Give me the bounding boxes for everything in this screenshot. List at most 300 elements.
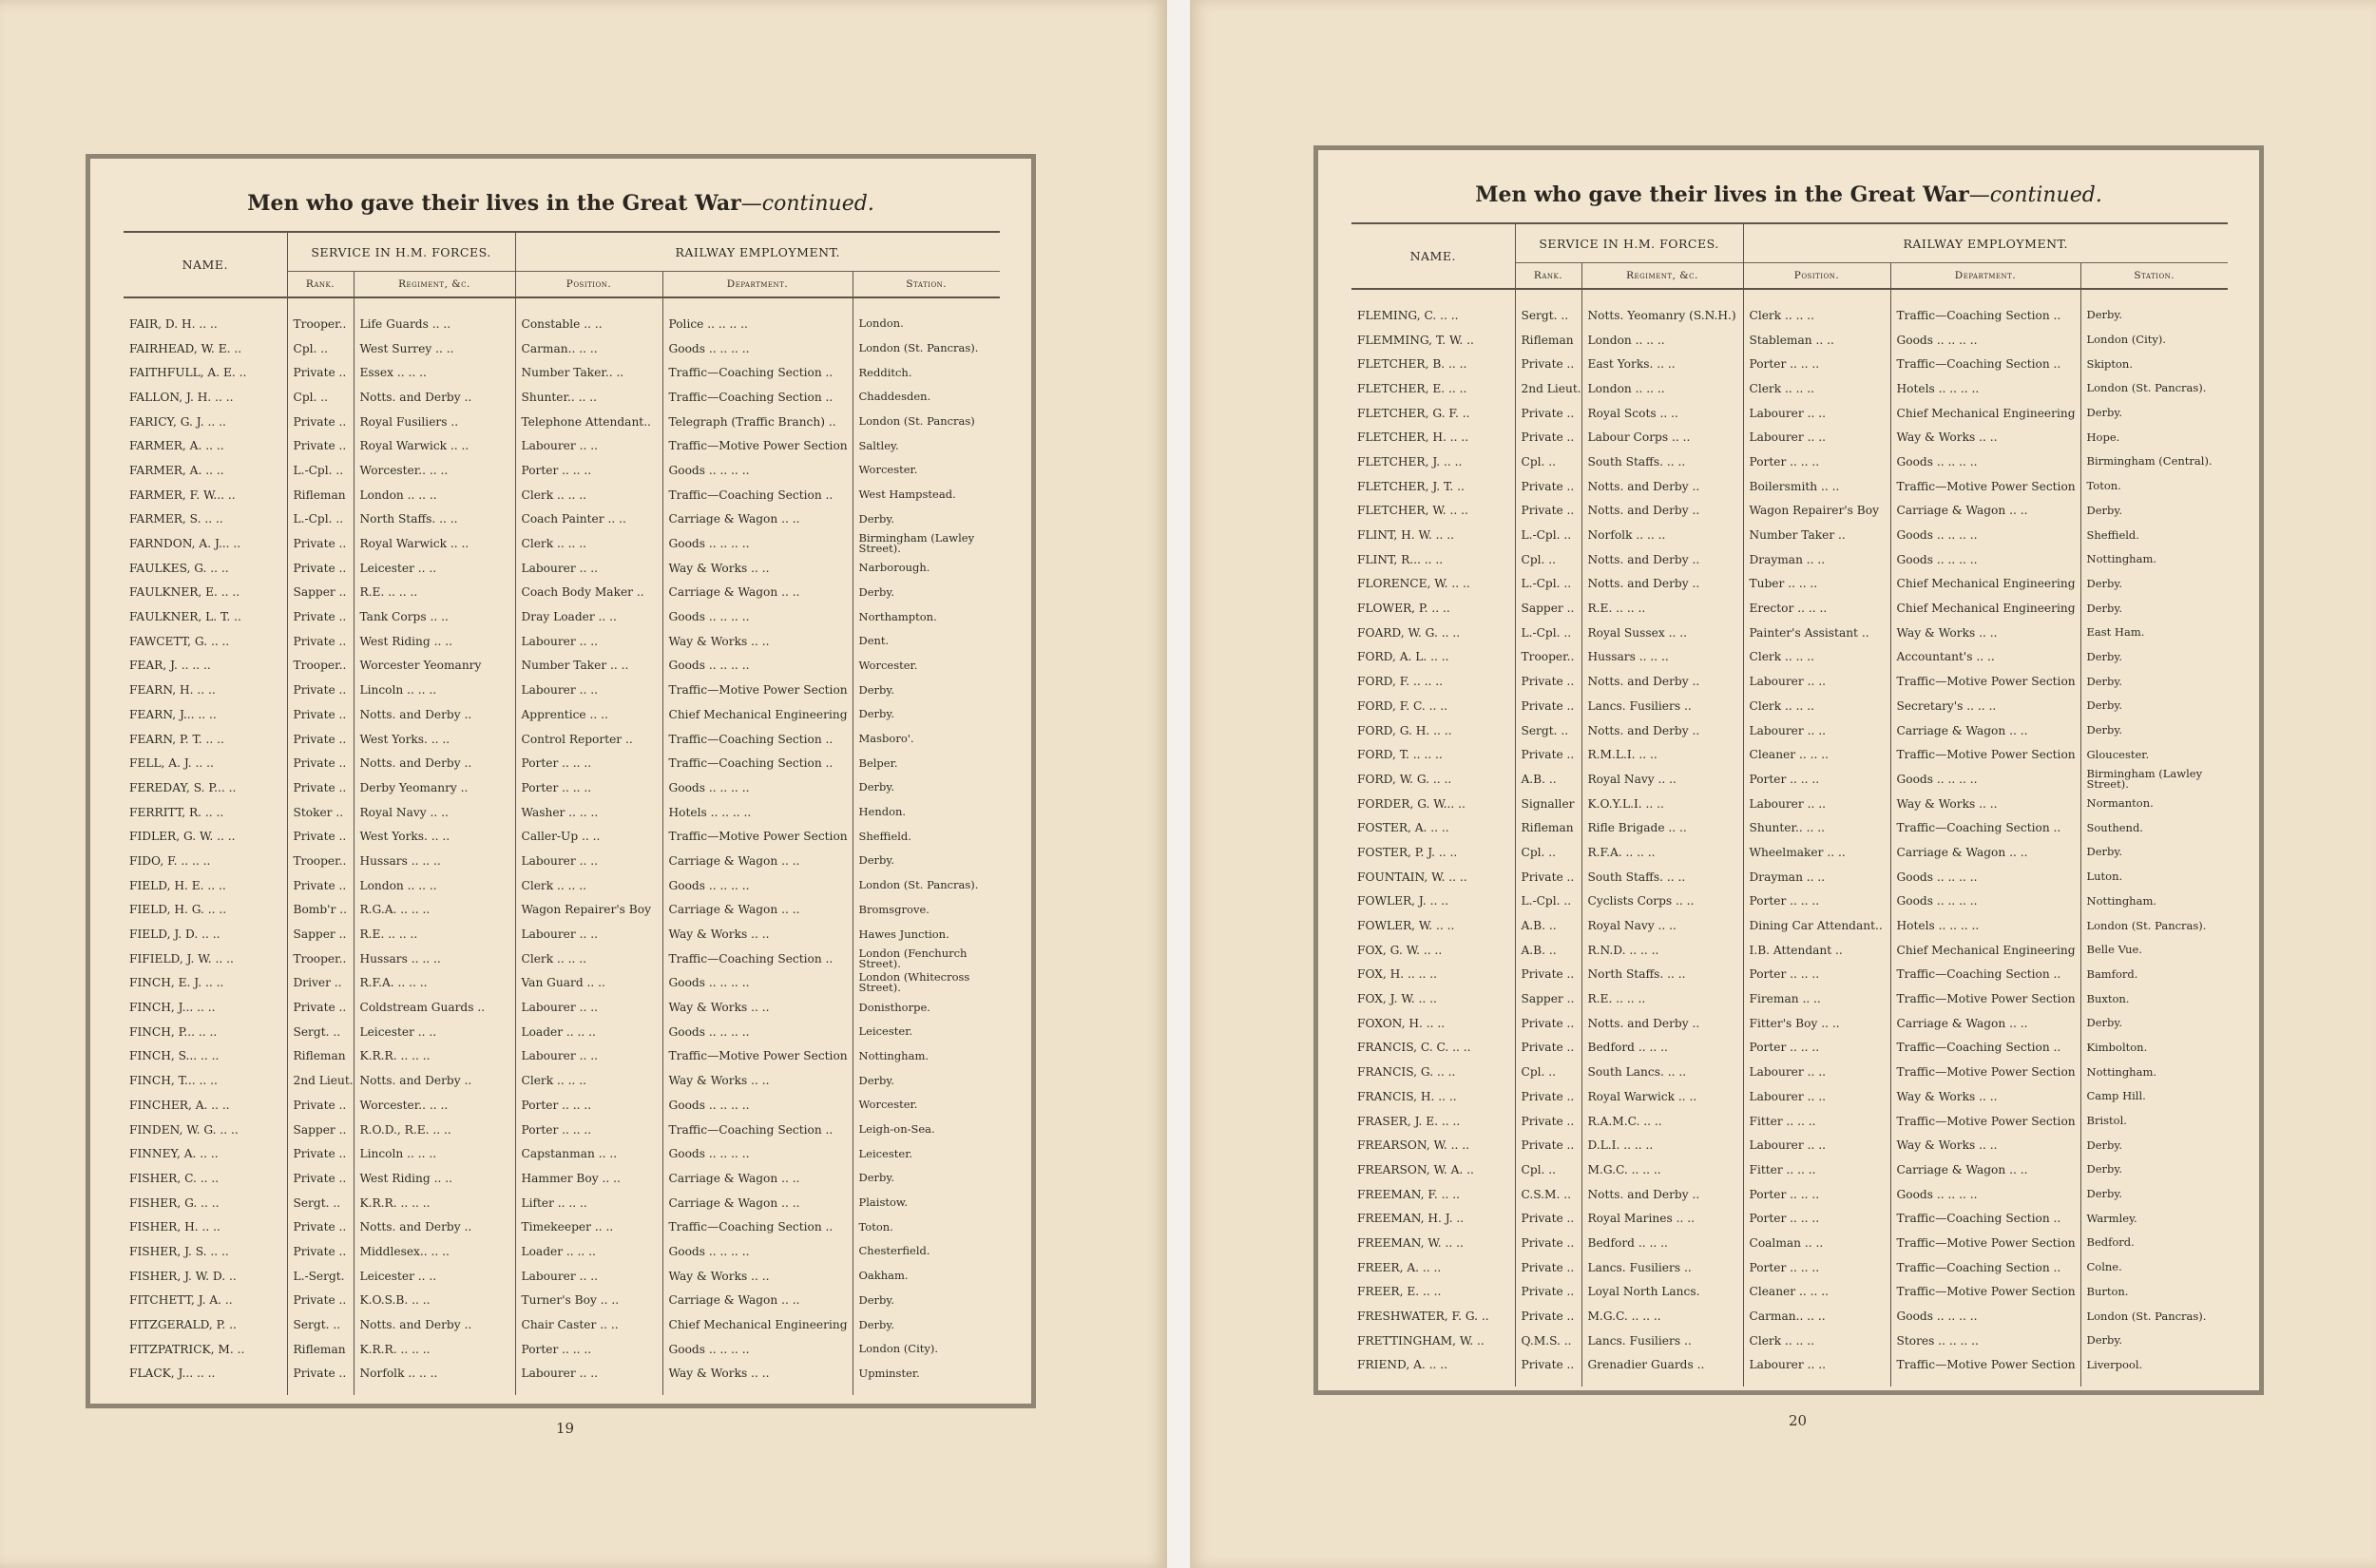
table-row — [124, 751, 1000, 775]
position-cell: Porter .. .. .. — [1743, 449, 1890, 474]
position-header: Position. — [515, 272, 662, 298]
rank-cell: Private .. — [287, 678, 354, 702]
rank-cell: Rifleman — [287, 483, 354, 507]
regiment-cell: Notts. and Derby .. — [1581, 572, 1743, 597]
station-cell: Camp Hill. — [2080, 1084, 2228, 1109]
table-row — [1351, 1304, 2228, 1329]
station-cell: Derby. — [853, 849, 1000, 873]
regiment-cell: Norfolk .. .. .. — [354, 1362, 515, 1396]
department-cell: Hotels .. .. .. .. — [662, 800, 853, 825]
regiment-cell: Royal Navy .. .. — [1581, 767, 1743, 792]
position-cell: Number Taker .. — [1743, 523, 1890, 547]
table-row — [124, 556, 1000, 581]
position-cell: I.B. Attendant .. — [1743, 938, 1890, 963]
name-cell: FINCH, T... .. .. — [129, 1074, 218, 1088]
department-cell: Traffic—Motive Power Section — [1890, 1109, 2080, 1134]
department-cell: Goods .. .. .. .. — [1890, 767, 2080, 792]
rank-cell: Private .. — [1515, 742, 1581, 767]
position-cell: Painter's Assistant .. — [1743, 621, 1890, 645]
table-row — [1351, 474, 2228, 499]
name-cell: FOX, J. W. .. .. — [1357, 992, 1437, 1006]
department-cell: Goods .. .. .. .. — [1890, 1182, 2080, 1207]
station-cell: Derby. — [2080, 289, 2228, 328]
position-cell: Wagon Repairer's Boy — [1743, 499, 1890, 524]
position-cell: Clerk .. .. .. — [515, 947, 662, 971]
rank-cell: Sapper .. — [287, 922, 354, 947]
station-cell: Derby. — [2080, 1182, 2228, 1207]
table-row — [1351, 792, 2228, 816]
regiment-cell: Notts. Yeomanry (S.N.H.) — [1581, 289, 1743, 328]
name-cell: FLEMING, C. .. .. — [1357, 308, 1459, 322]
rank-cell: Private .. — [1515, 352, 1581, 376]
station-cell: Derby. — [853, 1068, 1000, 1093]
station-cell: Derby. — [2080, 840, 2228, 865]
regiment-cell: Hussars .. .. .. — [1581, 645, 1743, 670]
name-cell: FELL, A. J. .. .. — [129, 756, 214, 771]
rank-cell: Cpl. .. — [1515, 1060, 1581, 1084]
name-cell: FEARN, H. .. .. — [129, 683, 216, 698]
rank-cell: Private .. — [287, 1093, 354, 1118]
station-cell: Leigh-on-Sea. — [853, 1118, 1000, 1142]
department-cell: Goods .. .. .. .. — [662, 1093, 853, 1118]
rank-cell: A.B. .. — [1515, 938, 1581, 963]
table-row — [1351, 1133, 2228, 1157]
department-cell: Way & Works .. .. — [1890, 1133, 2080, 1157]
table-row — [124, 1239, 1000, 1264]
name-cell: FRANCIS, C. C. .. .. — [1357, 1041, 1471, 1055]
right-page-title: Men who gave their lives in the Great War—continued. — [1475, 182, 2102, 207]
regiment-cell: M.G.C. .. .. .. — [1581, 1304, 1743, 1329]
station-cell: Burton. — [2080, 1280, 2228, 1305]
station-cell: Belle Vue. — [2080, 938, 2228, 963]
department-cell: Goods .. .. .. .. — [662, 971, 853, 996]
department-cell: Traffic—Motive Power Section — [662, 433, 853, 458]
station-cell: Chesterfield. — [853, 1239, 1000, 1264]
position-cell: Labourer .. .. — [1743, 1133, 1890, 1157]
regiment-cell: R.G.A. .. .. .. — [354, 898, 515, 923]
department-cell: Telegraph (Traffic Branch) .. — [662, 410, 853, 434]
regiment-cell: Worcester Yeomanry — [354, 654, 515, 679]
department-cell: Way & Works .. .. — [1890, 425, 2080, 449]
department-cell: Traffic—Coaching Section .. — [662, 1214, 853, 1239]
rank-cell: L.-Sergt. — [287, 1264, 354, 1289]
rank-cell: Cpl. .. — [1515, 547, 1581, 572]
department-cell: Goods .. .. .. .. — [662, 1141, 853, 1166]
rank-cell: L.-Cpl. .. — [287, 458, 354, 483]
regiment-cell: Lancs. Fusiliers .. — [1581, 694, 1743, 718]
name-cell: FOX, G. W. .. .. — [1357, 943, 1443, 957]
position-cell: Clerk .. .. .. — [515, 531, 662, 556]
department-cell: Goods .. .. .. .. — [662, 775, 853, 800]
station-cell: Skipton. — [2080, 352, 2228, 376]
rank-cell: Private .. — [1515, 1255, 1581, 1280]
rank-cell: Sergt. .. — [1515, 289, 1581, 328]
regiment-cell: West Yorks. .. .. — [354, 727, 515, 752]
name-cell: FORD, F. C. .. .. — [1357, 698, 1448, 713]
department-cell: Goods .. .. .. .. — [662, 336, 853, 361]
department-cell: Goods .. .. .. .. — [662, 1020, 853, 1044]
rank-cell: L.-Cpl. .. — [1515, 889, 1581, 914]
regiment-cell: Royal Warwick .. .. — [1581, 1084, 1743, 1109]
name-cell: FIFIELD, J. W. .. .. — [129, 951, 234, 966]
station-cell: Colne. — [2080, 1255, 2228, 1280]
position-cell: Porter .. .. .. — [515, 458, 662, 483]
position-cell: Wagon Repairer's Boy — [515, 898, 662, 923]
department-cell: Traffic—Coaching Section .. — [662, 385, 853, 410]
position-cell: Clerk .. .. .. — [515, 1068, 662, 1093]
position-cell: Tuber .. .. .. — [1743, 572, 1890, 597]
department-cell: Goods .. .. .. .. — [1890, 547, 2080, 572]
regiment-cell: North Staffs. .. .. — [1581, 963, 1743, 987]
rank-cell: Cpl. .. — [287, 336, 354, 361]
regiment-cell: Bedford .. .. .. — [1581, 1036, 1743, 1061]
position-cell: Labourer .. .. — [515, 849, 662, 873]
station-cell: Worcester. — [853, 1093, 1000, 1118]
station-cell: Redditch. — [853, 360, 1000, 385]
name-cell: FRASER, J. E. .. .. — [1357, 1114, 1461, 1128]
regiment-cell: Royal Warwick .. .. — [354, 531, 515, 556]
regiment-cell: London .. .. .. — [354, 483, 515, 507]
name-cell: FEREDAY, S. P... .. — [129, 780, 237, 794]
table-row — [124, 1093, 1000, 1118]
table-row — [124, 1068, 1000, 1093]
position-cell: Labourer .. .. — [1743, 792, 1890, 816]
department-cell: Carriage & Wagon .. .. — [1890, 1011, 2080, 1036]
station-cell: Oakham. — [853, 1264, 1000, 1289]
regiment-cell: South Lancs. .. .. — [1581, 1060, 1743, 1084]
regiment-cell: Grenadier Guards .. — [1581, 1353, 1743, 1387]
name-cell: FLETCHER, E. .. .. — [1357, 381, 1467, 395]
position-cell: Porter .. .. .. — [1743, 889, 1890, 914]
table-row — [1351, 1280, 2228, 1305]
station-cell: Hendon. — [853, 800, 1000, 825]
table-row — [1351, 621, 2228, 645]
position-cell: Carman.. .. .. — [1743, 1304, 1890, 1329]
table-row — [1351, 449, 2228, 474]
rank-cell: Private .. — [287, 995, 354, 1020]
name-cell: FREEMAN, H. J. .. — [1357, 1212, 1465, 1226]
position-cell: Dray Loader .. .. — [515, 604, 662, 629]
position-cell: Porter .. .. .. — [1743, 352, 1890, 376]
position-cell: Erector .. .. .. — [1743, 596, 1890, 621]
department-cell: Carriage & Wagon .. .. — [662, 581, 853, 605]
rank-cell: Trooper.. — [287, 947, 354, 971]
regiment-header: Regiment, &c. — [354, 272, 515, 298]
station-cell: Birmingham (Central). — [2080, 449, 2228, 474]
station-cell: Derby. — [853, 775, 1000, 800]
table-row — [124, 1166, 1000, 1191]
department-cell: Traffic—Motive Power Section — [662, 1044, 853, 1069]
regiment-cell: R.N.D. .. .. .. — [1581, 938, 1743, 963]
table-row — [1351, 1157, 2228, 1182]
position-cell: Clerk .. .. .. — [515, 483, 662, 507]
station-cell: West Hampstead. — [853, 483, 1000, 507]
position-cell: Labourer .. .. — [1743, 1084, 1890, 1109]
station-cell: Nottingham. — [2080, 889, 2228, 914]
name-cell: FREARSON, W. .. .. — [1357, 1138, 1469, 1153]
table-row — [1351, 523, 2228, 547]
table-row — [1351, 425, 2228, 449]
position-cell: Loader .. .. .. — [515, 1239, 662, 1264]
position-cell: Shunter.. .. .. — [1743, 815, 1890, 840]
name-cell: FIELD, H. E. .. .. — [129, 878, 226, 892]
rank-cell: Sapper .. — [1515, 596, 1581, 621]
station-cell: Worcester. — [853, 654, 1000, 679]
name-header: NAME. — [124, 232, 287, 297]
department-cell: Way & Works .. .. — [662, 922, 853, 947]
rank-cell: Cpl. .. — [287, 385, 354, 410]
station-cell: London (City). — [2080, 328, 2228, 353]
department-cell: Goods .. .. .. .. — [1890, 865, 2080, 889]
station-cell: Chaddesden. — [853, 385, 1000, 410]
table-row — [124, 775, 1000, 800]
department-cell: Carriage & Wagon .. .. — [662, 849, 853, 873]
rank-cell: Private .. — [1515, 474, 1581, 499]
name-cell: FINDEN, W. G. .. .. — [129, 1122, 239, 1137]
regiment-cell: R.M.L.I. .. .. — [1581, 742, 1743, 767]
right-roll-table — [1351, 222, 2228, 1386]
regiment-cell: Notts. and Derby .. — [354, 1312, 515, 1337]
rank-cell: C.S.M. .. — [1515, 1182, 1581, 1207]
name-cell: FARICY, G. J. .. .. — [129, 414, 226, 429]
station-cell: London (Fenchurch Street). — [853, 947, 1000, 971]
name-cell: FORD, A. L. .. .. — [1357, 650, 1449, 664]
regiment-cell: Notts. and Derby .. — [354, 1214, 515, 1239]
position-cell: Labourer .. .. — [1743, 1060, 1890, 1084]
table-row — [1351, 1011, 2228, 1036]
department-cell: Goods .. .. .. .. — [1890, 449, 2080, 474]
station-cell: Birmingham (Lawley Street). — [853, 531, 1000, 556]
table-row — [1351, 963, 2228, 987]
department-cell: Traffic—Coaching Section .. — [662, 727, 853, 752]
regiment-cell: Worcester.. .. .. — [354, 1093, 515, 1118]
department-cell: Carriage & Wagon .. .. — [662, 1289, 853, 1313]
name-cell: FISHER, H. .. .. — [129, 1220, 220, 1234]
rank-cell: Rifleman — [1515, 328, 1581, 353]
regiment-cell: Leicester .. .. — [354, 1264, 515, 1289]
regiment-cell: Notts. and Derby .. — [354, 751, 515, 775]
table-row — [124, 410, 1000, 434]
name-cell: FIELD, H. G. .. .. — [129, 903, 227, 917]
department-cell: Traffic—Coaching Section .. — [662, 751, 853, 775]
table-row — [124, 922, 1000, 947]
table-row — [1351, 1109, 2228, 1134]
rank-cell: L.-Cpl. .. — [1515, 621, 1581, 645]
department-cell: Goods .. .. .. .. — [1890, 889, 2080, 914]
department-cell: Traffic—Motive Power Section — [1890, 742, 2080, 767]
name-cell: FINCH, P... .. .. — [129, 1024, 218, 1039]
department-cell: Traffic—Coaching Section .. — [662, 360, 853, 385]
position-cell: Labourer .. .. — [1743, 1353, 1890, 1387]
regiment-cell: Notts. and Derby .. — [1581, 1182, 1743, 1207]
name-cell: FRIEND, A. .. .. — [1357, 1358, 1448, 1372]
rank-cell: Trooper.. — [287, 297, 354, 336]
station-cell: Toton. — [853, 1214, 1000, 1239]
rank-cell: Private .. — [287, 556, 354, 581]
position-cell: Labourer .. .. — [515, 678, 662, 702]
regiment-cell: West Surrey .. .. — [354, 336, 515, 361]
department-cell: Traffic—Motive Power Section — [1890, 1231, 2080, 1255]
position-cell: Constable .. .. — [515, 297, 662, 336]
department-header: Department. — [1890, 263, 2080, 290]
table-row — [1351, 572, 2228, 597]
station-cell: Derby. — [2080, 1157, 2228, 1182]
department-cell: Carriage & Wagon .. .. — [662, 898, 853, 923]
name-cell: FREER, A. .. .. — [1357, 1260, 1442, 1274]
rank-cell: Private .. — [1515, 1206, 1581, 1231]
station-cell: East Ham. — [2080, 621, 2228, 645]
table-row — [124, 654, 1000, 679]
station-cell: Leicester. — [853, 1141, 1000, 1166]
table-row — [1351, 289, 2228, 328]
right-page — [1190, 0, 2376, 1568]
regiment-cell: Royal Scots .. .. — [1581, 401, 1743, 426]
rank-cell: Private .. — [1515, 1231, 1581, 1255]
table-row — [124, 824, 1000, 849]
department-cell: Traffic—Motive Power Section — [1890, 1353, 2080, 1387]
position-cell: Porter .. .. .. — [1743, 1255, 1890, 1280]
position-cell: Timekeeper .. .. — [515, 1214, 662, 1239]
regiment-cell: London .. .. .. — [1581, 328, 1743, 353]
table-row — [1351, 1206, 2228, 1231]
position-cell: Loader .. .. .. — [515, 1020, 662, 1044]
table-row — [124, 1214, 1000, 1239]
department-cell: Traffic—Coaching Section .. — [1890, 1036, 2080, 1061]
station-cell: Derby. — [853, 581, 1000, 605]
department-cell: Traffic—Motive Power Section — [1890, 1280, 2080, 1305]
name-cell: FOXON, H. .. .. — [1357, 1016, 1446, 1030]
position-cell: Number Taker .. .. — [515, 654, 662, 679]
department-cell: Chief Mechanical Engineering — [1890, 596, 2080, 621]
rank-cell: Bomb'r .. — [287, 898, 354, 923]
rank-cell: Private .. — [1515, 1304, 1581, 1329]
department-cell: Way & Works .. .. — [662, 1264, 853, 1289]
position-cell: Labourer .. .. — [515, 922, 662, 947]
name-cell: FEARN, P. T. .. .. — [129, 732, 224, 746]
table-row — [1351, 499, 2228, 524]
regiment-cell: R.O.D., R.E. .. .. — [354, 1118, 515, 1142]
station-cell: Narborough. — [853, 556, 1000, 581]
name-cell: FRESHWATER, F. G. .. — [1357, 1310, 1489, 1324]
regiment-cell: Essex .. .. .. — [354, 360, 515, 385]
position-cell: Fireman .. .. — [1743, 986, 1890, 1011]
rank-cell: Private .. — [1515, 865, 1581, 889]
table-row — [124, 678, 1000, 702]
right-table-frame — [1313, 145, 2264, 1395]
position-cell: Porter .. .. .. — [515, 751, 662, 775]
position-cell: Wheelmaker .. .. — [1743, 840, 1890, 865]
table-row — [124, 1264, 1000, 1289]
position-cell: Boilersmith .. .. — [1743, 474, 1890, 499]
table-row — [124, 581, 1000, 605]
name-cell: FAIR, D. H. .. .. — [129, 316, 218, 331]
department-cell: Traffic—Motive Power Section — [1890, 1060, 2080, 1084]
regiment-cell: K.R.R. .. .. .. — [354, 1191, 515, 1215]
position-cell: Washer .. .. .. — [515, 800, 662, 825]
rank-cell: Rifleman — [287, 1337, 354, 1362]
rank-cell: Private .. — [1515, 401, 1581, 426]
name-cell: FRANCIS, G. .. .. — [1357, 1065, 1456, 1080]
right-page-number: 20 — [1789, 1412, 1808, 1429]
position-cell: Van Guard .. .. — [515, 971, 662, 996]
regiment-cell: K.O.S.B. .. .. — [354, 1289, 515, 1313]
name-cell: FOX, H. .. .. .. — [1357, 967, 1438, 982]
regiment-cell: K.R.R. .. .. .. — [354, 1337, 515, 1362]
table-row — [1351, 889, 2228, 914]
station-cell: London (St. Pancras) — [853, 410, 1000, 434]
rank-cell: Private .. — [287, 1166, 354, 1191]
name-cell: FLETCHER, J. .. .. — [1357, 454, 1463, 468]
department-cell: Way & Works .. .. — [662, 995, 853, 1020]
department-cell: Goods .. .. .. .. — [662, 604, 853, 629]
department-cell: Traffic—Coaching Section .. — [1890, 815, 2080, 840]
position-cell: Clerk .. .. .. — [1743, 645, 1890, 670]
name-cell: FARNDON, A. J... .. — [129, 537, 241, 551]
position-cell: Labourer .. .. — [1743, 669, 1890, 694]
table-row — [124, 1312, 1000, 1337]
department-cell: Traffic—Motive Power Section — [1890, 986, 2080, 1011]
position-cell: Clerk .. .. .. — [1743, 289, 1890, 328]
department-cell: Way & Works .. .. — [662, 1068, 853, 1093]
station-cell: London. — [853, 297, 1000, 336]
position-cell: Fitter's Boy .. .. — [1743, 1011, 1890, 1036]
table-row — [1351, 742, 2228, 767]
regiment-cell: South Staffs. .. .. — [1581, 449, 1743, 474]
position-cell: Cleaner .. .. .. — [1743, 742, 1890, 767]
name-cell: FAIRHEAD, W. E. .. — [129, 341, 242, 355]
position-cell: Control Reporter .. — [515, 727, 662, 752]
table-row — [124, 702, 1000, 727]
name-cell: FLETCHER, B. .. .. — [1357, 357, 1467, 372]
regiment-cell: Tank Corps .. .. — [354, 604, 515, 629]
name-header: NAME. — [1351, 223, 1515, 289]
regiment-cell: Middlesex.. .. .. — [354, 1239, 515, 1264]
name-cell: FORD, G. H. .. .. — [1357, 723, 1452, 737]
rank-cell: Private .. — [1515, 1353, 1581, 1387]
name-cell: FREER, E. .. .. — [1357, 1285, 1442, 1299]
regiment-cell: Royal Fusiliers .. — [354, 410, 515, 434]
rank-cell: Sapper .. — [1515, 986, 1581, 1011]
position-cell: Fitter .. .. .. — [1743, 1109, 1890, 1134]
left-page-number: 19 — [556, 1420, 575, 1437]
name-cell: FAWCETT, G. .. .. — [129, 634, 230, 648]
position-cell: Turner's Boy .. .. — [515, 1289, 662, 1313]
name-cell: FORD, T. .. .. .. — [1357, 748, 1443, 762]
rank-cell: Sapper .. — [287, 581, 354, 605]
regiment-cell: Notts. and Derby .. — [1581, 669, 1743, 694]
regiment-cell: Hussars .. .. .. — [354, 849, 515, 873]
department-cell: Traffic—Coaching Section .. — [1890, 1255, 2080, 1280]
position-cell: Coach Body Maker .. — [515, 581, 662, 605]
rank-cell: L.-Cpl. .. — [287, 507, 354, 532]
station-cell: Southend. — [2080, 815, 2228, 840]
name-cell: FITZPATRICK, M. .. — [129, 1342, 245, 1356]
rank-cell: Trooper.. — [1515, 645, 1581, 670]
table-row — [124, 1289, 1000, 1313]
regiment-cell: West Riding .. .. — [354, 629, 515, 654]
name-cell: FOSTER, P. J. .. .. — [1357, 845, 1458, 859]
station-cell: Upminster. — [853, 1362, 1000, 1396]
regiment-cell: M.G.C. .. .. .. — [1581, 1157, 1743, 1182]
name-cell: FAITHFULL, A. E. .. — [129, 366, 247, 380]
position-cell: Labourer .. .. — [1743, 718, 1890, 743]
station-cell: Worcester. — [853, 458, 1000, 483]
department-cell: Goods .. .. .. .. — [662, 873, 853, 898]
station-cell: London (St. Pancras). — [2080, 1304, 2228, 1329]
rank-cell: Private .. — [287, 775, 354, 800]
table-row — [1351, 913, 2228, 938]
department-cell: Goods .. .. .. .. — [662, 1337, 853, 1362]
